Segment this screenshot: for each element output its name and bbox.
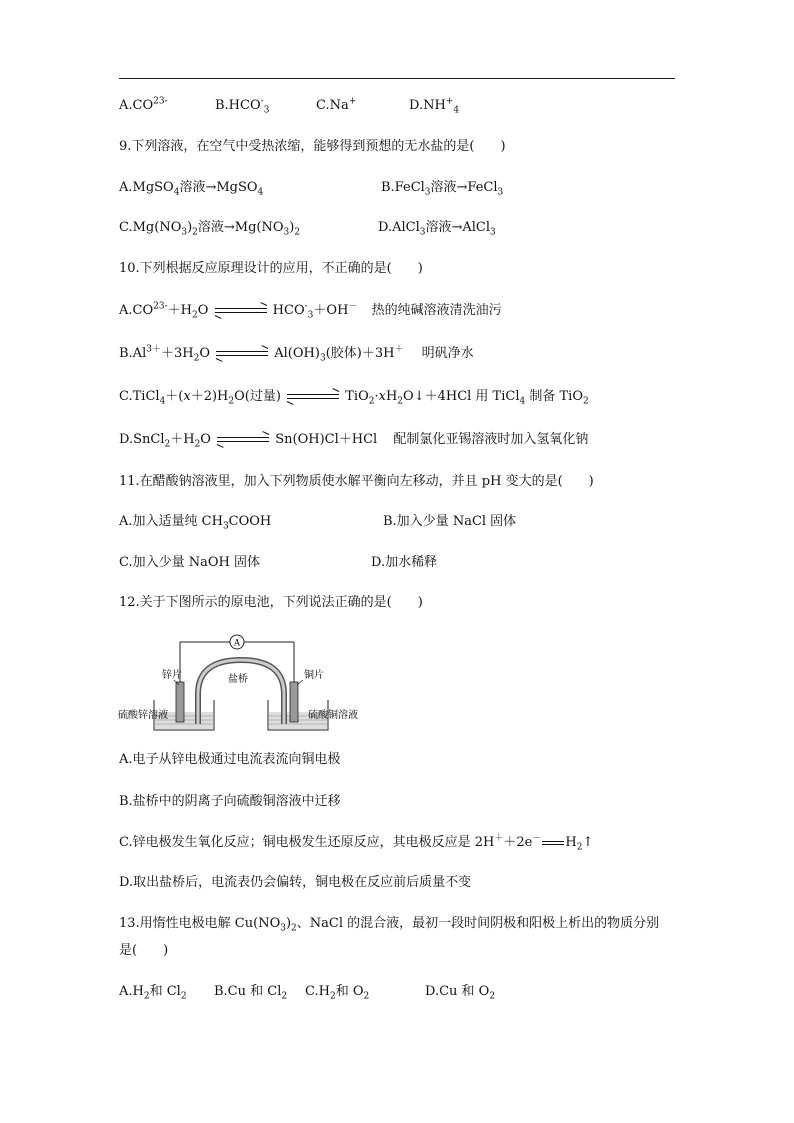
q8-option-a[interactable]: $A.CO^{23-}$ <box>119 96 168 113</box>
q12-stem: 12.关于下图所示的原电池，下列说法正确的是( ) <box>119 595 423 610</box>
q12-option-b[interactable]: B.盐桥中的阴离子向硫酸铜溶液中迁移 <box>119 794 341 809</box>
q9-option-b[interactable]: B.FeCl$_3$溶液→FeCl$_3$ <box>381 180 504 198</box>
q13-stem-line1: 13.用惰性电极电解 $Cu(NO_3)_2$、NaCl 的混合液，最初一段时间阴极和阳极上析出的物质分别 <box>119 916 660 934</box>
galvanic-cell-diagram <box>116 632 376 732</box>
reversible-arrow-icon <box>287 392 339 402</box>
copper-solution-label: 硫酸铜溶液 <box>308 710 358 721</box>
q13-option-d[interactable]: D.Cu 和 $O_2$ <box>425 984 496 1002</box>
ammeter-label: A <box>233 637 241 648</box>
q10-option-d[interactable]: $D.SnCl_2+H_2O$ Sn(OH)Cl＋HCl 配制氯化亚锡溶液时加入氢氧化钠 <box>119 432 589 450</box>
q12-option-a[interactable]: A.电子从锌电极通过电流表流向铜电极 <box>119 752 341 767</box>
q10-option-a[interactable]: $A.CO^{23-}+H_2O$ $HCO^-_3+OH^-$ 热的纯碱溶液清洗油污 <box>119 301 502 321</box>
q10-option-c[interactable]: $C.TiCl_4+(x+2)H_2O$(过量) $TiO_2\cdot xH_2O↓+4HCl$ 用 TiCl$_4$ 制备 TiO$_2$ <box>119 389 589 407</box>
q10-stem: 10.下列根据反应原理设计的应用，不正确的是( ) <box>119 261 423 276</box>
header-rule <box>119 78 675 79</box>
q12-option-d[interactable]: D.取出盐桥后，电流表仍会偏转，铜电极在反应前后质量不变 <box>119 875 472 890</box>
q9-stem: 9.下列溶液，在空气中受热浓缩，能够得到预想的无水盐的是( ) <box>119 139 506 154</box>
q9-option-a[interactable]: A.MgSO$_4$溶液→MgSO$_4$ <box>119 180 264 198</box>
q11-stem: 11.在醋酸钠溶液里，加入下列物质使水解平衡向左移动，并且 pH 变大的是( ) <box>119 474 594 489</box>
q13-stem-line2: 是( ) <box>119 943 169 958</box>
reversible-arrow-icon <box>216 349 268 359</box>
q12-option-c[interactable]: C.锌电极发生氧化反应；铜电极发生还原反应，其电极反应是 2H＋＋2e－ $H_2↑$ <box>119 833 594 853</box>
copper-label: 铜片 <box>304 670 324 681</box>
zinc-label: 锌片 <box>162 670 182 681</box>
q8-option-c[interactable]: C.Na+ <box>316 96 357 113</box>
reversible-arrow-icon <box>215 306 267 316</box>
q8-option-d[interactable]: $D.NH^+_4$ <box>409 96 460 116</box>
q11-option-d[interactable]: D.加水稀释 <box>371 555 438 570</box>
q9-option-d[interactable]: D.AlCl$_3$溶液→AlCl$_3$ <box>378 220 496 238</box>
q11-option-a[interactable]: A.加入适量纯 $CH_3COOH$ <box>119 514 272 532</box>
salt-bridge-label: 盐桥 <box>228 674 248 685</box>
q8-option-b[interactable]: $B.HCO^-_3$ <box>215 96 270 116</box>
zinc-electrode <box>176 682 184 722</box>
q11-option-b[interactable]: B.加入少量 NaCl 固体 <box>383 514 517 529</box>
q9-option-c[interactable]: $C.Mg(NO_3)_2$溶液$\to Mg(NO_3)_2$ <box>119 220 301 238</box>
q13-option-c[interactable]: $C.H_2$和 $O_2$ <box>305 984 370 1002</box>
q13-option-a[interactable]: $A.H_2$和 $Cl_2$ <box>119 984 187 1002</box>
equals-double-line-icon <box>542 841 564 845</box>
q13-option-b[interactable]: B.Cu 和 $Cl_2$ <box>214 984 288 1002</box>
zinc-solution-label: 硫酸锌溶液 <box>118 710 168 721</box>
q10-option-b[interactable]: $B.Al^{3+}+3H_2O$ $Al(OH)_3$(胶体)＋3H＋ 明矾净水 <box>119 344 474 364</box>
copper-electrode <box>290 682 298 722</box>
q11-option-c[interactable]: C.加入少量 NaOH 固体 <box>119 555 261 570</box>
reversible-arrow-icon <box>217 435 269 445</box>
